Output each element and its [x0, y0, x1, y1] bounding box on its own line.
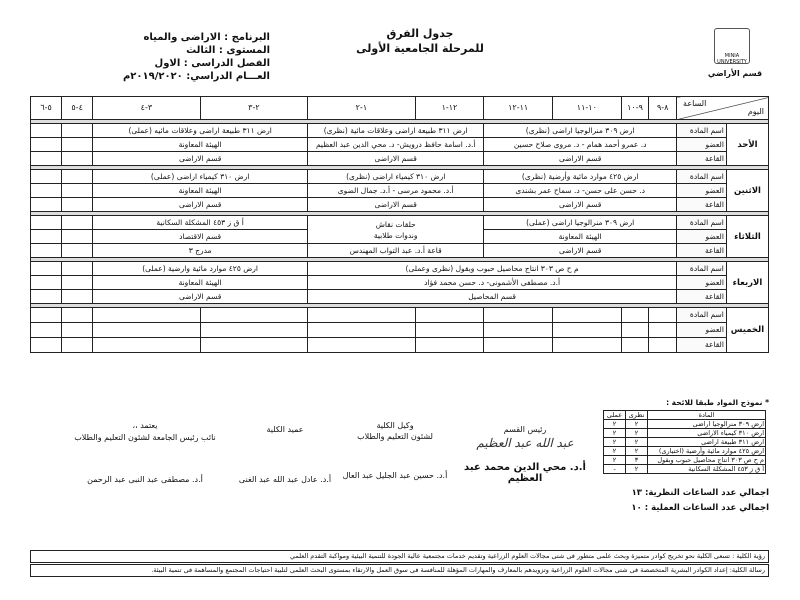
discussion-line1: حلقات نقاش [375, 219, 416, 229]
legend-col-theory: نظرى [626, 411, 648, 420]
cell-member: د. عمرو أحمد همام - د. مروى صلاح حسين [484, 138, 677, 152]
legend-theory: ٢ [626, 447, 648, 456]
legend-practical: ٢ [604, 447, 626, 456]
table-row [31, 124, 769, 138]
cell-subject: ارض ٣٠٩ منرالوجيا اراضى (نظرى) [484, 124, 677, 138]
row-label-member: العضو [677, 184, 727, 198]
legend-subject: ارض ٣٠٩ منرالوجيا اراضى [648, 420, 766, 429]
dean-title: عميد الكلية [266, 425, 304, 434]
day-wednesday: الاربعاء [726, 262, 768, 304]
time-slot-header: ٩-١٠ [621, 97, 649, 120]
cell-hall: مدرج ٣ [93, 244, 308, 258]
cell-subject: ارض ٤٢٥ موارد مائية وأرضية (نظرى) [484, 170, 677, 184]
row-label-hall: القاعة [677, 198, 727, 212]
row-label-subject: اسم المادة [677, 262, 727, 276]
head-name: أ.د. محي الدين محمد عبد العظيم [464, 462, 586, 484]
approval-subtitle: نائب رئيس الجامعة لشئون التعليم والطلاب [74, 433, 216, 442]
vice-dean-name: أ.د. حسين عبد الجليل عبد العال [342, 471, 448, 480]
cell-hall: قسم الاراضى [308, 152, 484, 166]
total-practical-hours: اجمالي عدد الساعات العملية : ١٠ [631, 503, 769, 513]
legend-practical: - [604, 465, 626, 474]
time-slot-header: ٨-٩ [649, 97, 677, 120]
cell-member: أ.د. مصطفى الأشمونى- د. حسن محمد فؤاد [308, 276, 677, 290]
table-row [31, 184, 769, 198]
corner-cell [677, 97, 769, 120]
legend-col-subject: المادة [648, 411, 766, 420]
legend-row [604, 420, 766, 429]
legend-row [604, 447, 766, 456]
vice-dean-title: وكيل الكلية [376, 421, 414, 430]
cell-hall: قاعة أ.د. عبد التواب المهندس [308, 244, 484, 258]
legend-row [604, 465, 766, 474]
cell-hall: قسم الاراضى [484, 198, 677, 212]
table-row [31, 216, 769, 230]
cell-discussion [308, 216, 484, 244]
legend-table [603, 410, 766, 474]
cell-subject: ارض ٤٢٥ موارد مائية وارضية (عملى) [93, 262, 308, 276]
table-row [31, 262, 769, 276]
cell-hall: قسم الاراضى [93, 198, 308, 212]
row-label-hall: القاعة [677, 244, 727, 258]
mission-statement: رسالة الكلية: إعداد الكوادر البشرية المتخصصة فى شتى مجالات العلوم الزراعية وتزويدهم بالمعارف والمهارات المؤهلة للمنافسة فى سوق العمل والارتقاء بمستوى البحث العلمى لتلبية احتياجات المجتمع والمساهمة فى تنمية البيئة. [30, 564, 769, 577]
day-header-label: اليوم [747, 107, 764, 116]
time-slot-header: ٣-٤ [93, 97, 200, 120]
legend-practical: ٢ [604, 438, 626, 447]
row-label-member: العضو [677, 138, 727, 152]
legend-subject: م ح ص ٣٠٣ انتاج محاصيل حبوب وبقول [648, 456, 766, 465]
hours-header-label: الساعة [683, 99, 707, 108]
cell-subject: ارض ٣١٠ كيمياء اراضى (عملى) [93, 170, 308, 184]
table-row [31, 323, 769, 338]
time-slot-header: ١-٢ [308, 97, 415, 120]
row-label-hall: القاعة [677, 290, 727, 304]
cell-hall: قسم الاراضى [308, 198, 484, 212]
legend-theory: ٢ [626, 465, 648, 474]
time-slot-header: ٥-٦ [31, 97, 62, 120]
vice-dean-subtitle: لشئون التعليم والطلاب [357, 432, 433, 441]
legend-row [604, 438, 766, 447]
cell-member: الهيئة المعاونة [484, 230, 677, 244]
time-slot-header: ٢-٣ [200, 97, 307, 120]
legend-practical: ٢ [604, 429, 626, 438]
cell-subject: ارض ٣١٠ كيمياء اراضى (نظرى) [308, 170, 484, 184]
cell-subject: م ح ص ٣٠٣ انتاج محاصيل حبوب وبقول (نظرى وعملى) [308, 262, 677, 276]
time-slot-header: ١١-١٢ [484, 97, 553, 120]
legend-theory: ٢ [626, 420, 648, 429]
page-title: جدول الفرق [386, 27, 454, 40]
year-label: العـــام الدراسي: ٢٠١٩/٢٠٢٠م [122, 71, 270, 82]
logo-text: MINIA UNIVERSITY [717, 53, 747, 65]
row-label-subject: اسم المادة [677, 170, 727, 184]
table-row [31, 290, 769, 304]
approval-name: أ.د. مصطفى عبد النبى عبد الرحمن [87, 475, 203, 484]
table-row [31, 338, 769, 353]
cell-subject: ارض ٣٠٩ منرالوجيا اراضى (عملى) [484, 216, 677, 230]
legend-theory: ٢ [626, 429, 648, 438]
legend-row [604, 456, 766, 465]
legend-col-practical: عملى [604, 411, 626, 420]
row-label-member: العضو [677, 276, 727, 290]
cell-member: أ.د. اسامة حافظ درويش- د. محي الدين عبد العظيم [308, 138, 484, 152]
approval-title: يعتمد ،، [132, 421, 158, 430]
table-row [31, 198, 769, 212]
cell-hall: قسم الاراضى [93, 290, 308, 304]
head-signature: عبد الله عبد العظيم [476, 436, 574, 450]
legend-subject: ارض ٣١٠ كيمياء الاراضى [648, 429, 766, 438]
university-logo [714, 28, 750, 64]
time-slot-header: ١٢-١ [415, 97, 484, 120]
legend-title: * نموذج المواد طبقا للائحة : [666, 398, 769, 407]
discussion-line2: وندوات طلابية [373, 230, 418, 240]
row-label-member: العضو [677, 230, 727, 244]
cell-hall: قسم المحاصيل [308, 290, 677, 304]
table-row [31, 152, 769, 166]
dean-name: أ.د. عادل عبد الله عبد الغنى [238, 475, 332, 484]
cell-subject: أ ق ز ٤٥٣ المشكلة السكانية [93, 216, 308, 230]
legend-subject: ارض ٤٢٥ موارد مائية وأرضية (اختيارى) [648, 447, 766, 456]
head-title: رئيس القسم [503, 425, 547, 434]
table-row [31, 276, 769, 290]
legend-subject: أ ق ز ٤٥٣ المشكلة السكانية [648, 465, 766, 474]
row-label-member: العضو [677, 323, 727, 338]
row-label-subject: اسم المادة [677, 216, 727, 230]
legend-theory: ٢ [626, 438, 648, 447]
row-label-hall: القاعة [677, 338, 727, 353]
cell-member: قسم الاقتصاد [93, 230, 308, 244]
time-slot-header: ١٠-١١ [552, 97, 621, 120]
table-row [31, 244, 769, 258]
legend-practical: ٢ [604, 420, 626, 429]
cell-member: د. حسن على حسن- د. سماح عمر بشندى [484, 184, 677, 198]
row-label-hall: القاعة [677, 152, 727, 166]
hours-header-row [31, 97, 769, 120]
legend-subject: ارض ٣١١ طبيعة اراضى [648, 438, 766, 447]
day-tuesday: الثلاثاء [726, 216, 768, 258]
cell-hall: قسم الاراضى [484, 244, 677, 258]
department-label: قسم الأراضي [707, 69, 763, 78]
cell-subject: ارض ٣١١ طبيعة اراضى وعلاقات مائيه (عملى) [93, 124, 308, 138]
semester-label: الفصل الدراسى : الاول [154, 58, 270, 69]
vision-statement: رؤية الكلية : تسعى الكلية نحو تخريج كوادر متميزة وبحث علمى متطور فى شتى مجالات العلوم الزراعية وتقديم خدمات مجتمعية عالية الجودة للتنمية البيئية ومواكبة التقدم العلمي [30, 550, 769, 563]
cell-member: الهيئة المعاونة [93, 138, 308, 152]
row-label-subject: اسم المادة [677, 124, 727, 138]
schedule-table [30, 96, 769, 353]
table-row [31, 138, 769, 152]
cell-subject: ارض ٣١١ طبيعة اراضى وعلاقات مائية (نظرى) [308, 124, 484, 138]
cell-member: الهيئة المعاونة [93, 184, 308, 198]
legend-row [604, 429, 766, 438]
day-thursday: الخميس [726, 308, 768, 353]
program-label: البرنامج : الاراضى والمياه [143, 32, 270, 43]
day-sunday: الأحد [726, 124, 768, 166]
cell-hall: قسم الاراضى [484, 152, 677, 166]
cell-member: الهيئة المعاونة [93, 276, 308, 290]
legend-practical: ٢ [604, 456, 626, 465]
total-theory-hours: اجمالي عدد الساعات النظرية: ١٣ [631, 488, 769, 498]
legend-theory: ٣ [626, 456, 648, 465]
table-row [31, 308, 769, 323]
cell-member: أ.د. محمود مرسى - أ.د. جمال الضوى [308, 184, 484, 198]
cell-hall: قسم الاراضى [93, 152, 308, 166]
row-label-subject: اسم المادة [677, 308, 727, 323]
legend-header-row [604, 411, 766, 420]
day-monday: الاثنين [726, 170, 768, 212]
table-row [31, 170, 769, 184]
time-slot-header: ٤-٥ [62, 97, 93, 120]
page-subtitle: للمرحلة الجامعية الأولى [356, 42, 484, 55]
level-label: المستوى : الثالث [186, 45, 270, 56]
